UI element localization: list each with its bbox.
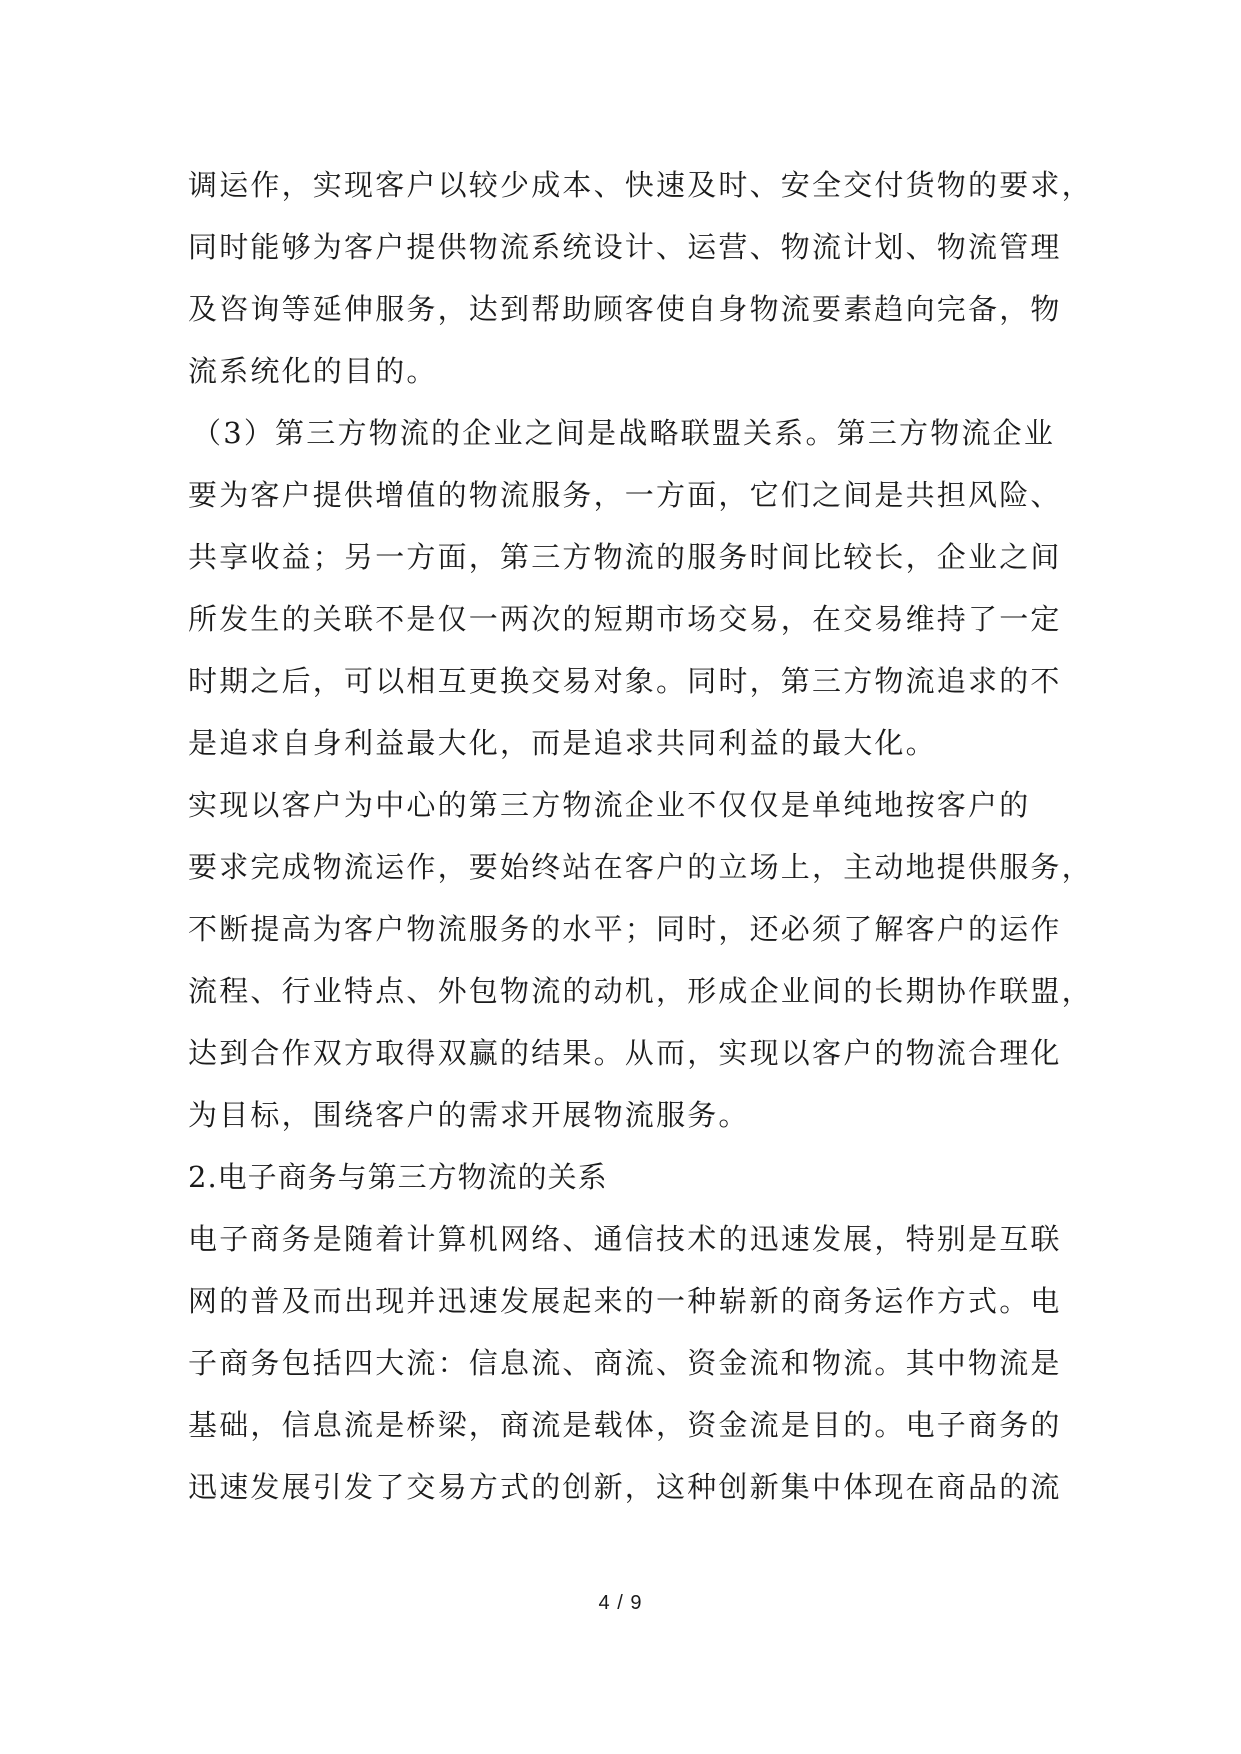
text-line: 基础，信息流是桥梁，商流是载体，资金流是目的。电子商务的 <box>188 1408 1062 1442</box>
text-line: 要为客户提供增值的物流服务，一方面，它们之间是共担风险、 <box>188 478 1062 512</box>
text-line: 子商务包括四大流：信息流、商流、资金流和物流。其中物流是 <box>188 1346 1062 1380</box>
text-line: 及咨询等延伸服务，达到帮助顾客使自身物流要素趋向完备，物 <box>188 292 1062 326</box>
text-line: 调运作，实现客户以较少成本、快速及时、安全交付货物的要求， <box>188 168 1093 202</box>
text-line: 网的普及而出现并迅速发展起来的一种崭新的商务运作方式。电 <box>188 1284 1062 1318</box>
text-line: 不断提高为客户物流服务的水平；同时，还必须了解客户的运作 <box>188 912 1062 946</box>
text-line: 实现以客户为中心的第三方物流企业不仅仅是单纯地按客户的 <box>188 788 1031 822</box>
section-heading: 2.电子商务与第三方物流的关系 <box>188 1160 608 1194</box>
text-line: 迅速发展引发了交易方式的创新，这种创新集中体现在商品的流 <box>188 1470 1062 1504</box>
text-line: 要求完成物流运作，要始终站在客户的立场上，主动地提供服务， <box>188 850 1093 884</box>
text-line: 为目标，围绕客户的需求开展物流服务。 <box>188 1098 750 1132</box>
text-line: 电子商务是随着计算机网络、通信技术的迅速发展，特别是互联 <box>188 1222 1062 1256</box>
text-line: 是追求自身利益最大化，而是追求共同利益的最大化。 <box>188 726 937 760</box>
text-line: 时期之后，可以相互更换交易对象。同时，第三方物流追求的不 <box>188 664 1062 698</box>
text-line: 共享收益；另一方面，第三方物流的服务时间比较长，企业之间 <box>188 540 1062 574</box>
text-line: （3）第三方物流的企业之间是战略联盟关系。第三方物流企业 <box>192 416 1056 450</box>
text-line: 同时能够为客户提供物流系统设计、运营、物流计划、物流管理 <box>188 230 1062 264</box>
text-line: 流程、行业特点、外包物流的动机，形成企业间的长期协作联盟， <box>188 974 1093 1008</box>
text-line: 流系统化的目的。 <box>188 354 438 388</box>
text-line: 达到合作双方取得双赢的结果。从而，实现以客户的物流合理化 <box>188 1036 1062 1070</box>
page-number: 4 / 9 <box>598 1592 643 1614</box>
text-line: 所发生的关联不是仅一两次的短期市场交易，在交易维持了一定 <box>188 602 1062 636</box>
